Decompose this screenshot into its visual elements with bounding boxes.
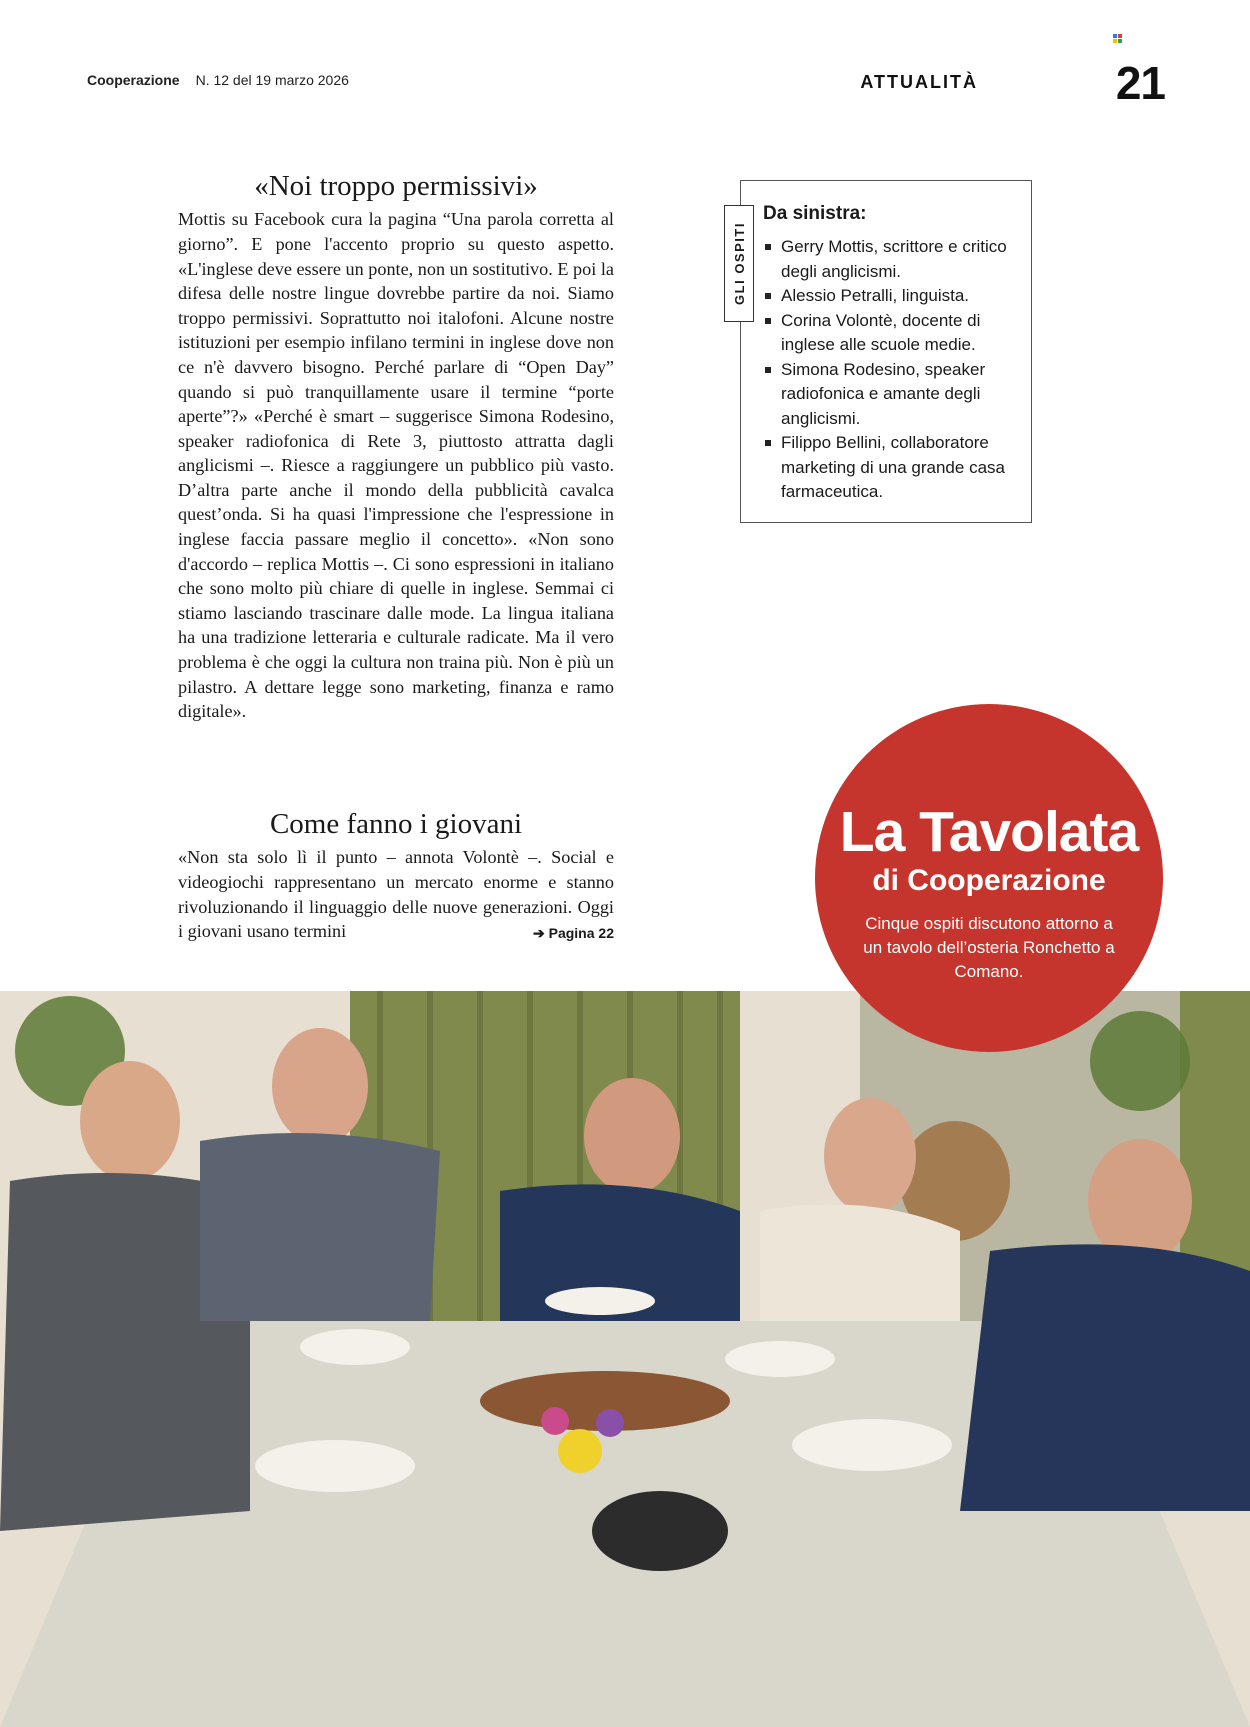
subhead-permissive: «Noi troppo permissivi» bbox=[254, 170, 538, 202]
article-column bbox=[178, 170, 614, 724]
guests-list bbox=[763, 235, 1023, 505]
continue-page-link[interactable]: ➔ Pagina 22 bbox=[533, 925, 614, 942]
tavolata-badge bbox=[815, 704, 1163, 1052]
page-number: 21 bbox=[1115, 57, 1165, 109]
badge-text: Cinque ospiti discutono attorno a un tavolo dell’osteria Ronchetto a Comano. bbox=[863, 914, 1115, 981]
guest-item: Simona Rodesino, speaker radiofonica e amante degli anglicismi. bbox=[763, 358, 1023, 432]
photo-illustration bbox=[0, 991, 1250, 1727]
badge-title: La Tavolata bbox=[839, 800, 1139, 864]
guest-item: Gerry Mottis, scrittore e critico degli anglicismi. bbox=[763, 235, 1023, 284]
article-paragraph bbox=[178, 845, 614, 943]
publication-name: Cooperazione bbox=[87, 72, 180, 88]
guests-tab-label: GLI OSPITI bbox=[731, 222, 747, 305]
print-color-mark bbox=[1113, 34, 1122, 43]
guests-photo bbox=[0, 991, 1250, 1727]
guests-tab bbox=[724, 205, 754, 322]
guest-item: Filippo Bellini, collaboratore marketing di una grande casa farmaceutica. bbox=[763, 431, 1023, 505]
section-label: ATTUALITÀ bbox=[860, 72, 978, 92]
article-paragraph: Mottis su Facebook cura la pagina “Una parola corretta al giorno”. E pone l'accento proprio su questo aspetto. «L'inglese deve essere un ponte, non un sostitutivo. E poi la difesa delle nostre lingue dovrebbe partire da noi. Siamo troppo permissivi. Soprattutto noi italofoni. Alcune nostre istituzioni per esempio infilano termini in inglese dove non ce n'è davvero bisogno. Perché parlare di “Open Day” quando si può tranquillamente usare il termine “porte aperte”?» «Perché è smart – suggerisce Simona Rodesino, speaker radiofonica di Rete 3, piuttosto attratta dagli anglicismi –. Riesce a raggiungere un pubblico più vasto. D’altra parte anche il mondo della pubblicità cavalca quest’onda. Si ha quasi l'impressione che l'espressione in inglese faccia passare meglio il concetto». «Non sono d'accordo – replica Mottis –. Ci sono espressioni in italiano che sono molto più chiare di quelle in inglese. Semmai ci stiamo lasciando trascinare dalle mode. La lingua italiana ha una tradizione letteraria e culturale radicate. Ma il vero problema è che oggi la cultura non traina più. Non è più un pilastro. A dettare legge sono marketing, finanza e ramo digitale». bbox=[178, 209, 614, 722]
article-column-continued bbox=[178, 808, 614, 946]
paragraph-text: «Non sta solo lì il punto – annota Volontè –. Social e videogiochi rappresentano un mercato enorme e stanno rivoluzionando il linguaggio delle nuove generazioni. Oggi i giovani usano termini bbox=[178, 847, 614, 942]
badge-subtitle: di Cooperazione bbox=[872, 864, 1106, 897]
guest-item: Alessio Petralli, linguista. bbox=[763, 284, 1023, 309]
guest-item: Corina Volontè, docente di inglese alle scuole medie. bbox=[763, 309, 1023, 358]
guests-box bbox=[731, 180, 1032, 523]
guests-title: Da sinistra: bbox=[763, 203, 867, 224]
subhead-young-people: Come fanno i giovani bbox=[269, 808, 523, 840]
masthead bbox=[87, 72, 349, 88]
issue-info: N. 12 del 19 marzo 2026 bbox=[195, 72, 349, 88]
